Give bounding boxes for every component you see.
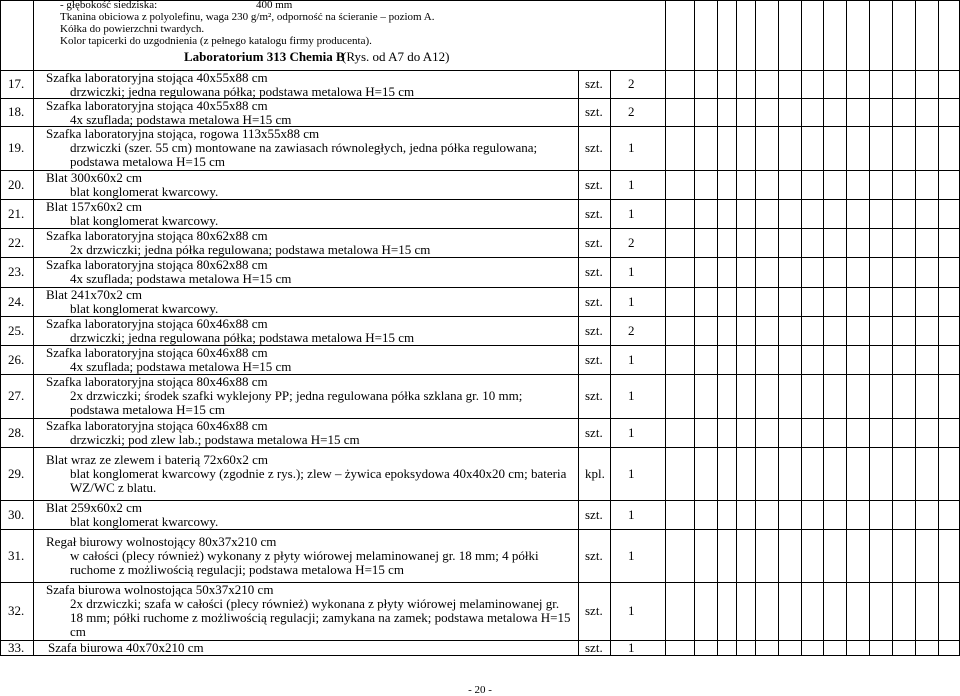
row-number: 25.: [8, 323, 25, 338]
row-qty: 1: [628, 294, 635, 309]
column-rule: [33, 0, 34, 70]
row-description-line: Blat 300x60x2 cm: [46, 170, 143, 185]
spec-color: Kolor tapicerki do uzgodnienia (z pełnego katalogu firmy producenta).: [60, 35, 372, 47]
row-qty: 1: [628, 352, 635, 367]
column-rule: [938, 0, 939, 655]
row-number: 33.: [8, 640, 25, 655]
row-qty: 1: [628, 206, 635, 221]
row-unit: szt.: [585, 177, 603, 192]
column-rule: [33, 70, 34, 655]
section-ref: (Rys. od A7 do A12): [342, 49, 450, 64]
row-number: 28.: [8, 425, 25, 440]
row-number: 24.: [8, 294, 25, 309]
row-unit: szt.: [585, 235, 603, 250]
row-description-line: 2x drzwiczki; jedna półka regulowana; podstawa metalowa H=15 cm: [70, 242, 431, 257]
row-qty: 2: [628, 76, 635, 91]
row-qty: 1: [628, 264, 635, 279]
row-number: 26.: [8, 352, 25, 367]
row-description-line: 4x szuflada; podstawa metalowa H=15 cm: [70, 271, 292, 286]
row-rule: [0, 287, 960, 288]
row-qty: 2: [628, 235, 635, 250]
row-description-line: Szafka laboratoryjna stojąca 80x62x88 cm: [46, 228, 268, 243]
row-unit: szt.: [585, 640, 603, 655]
row-description-line: Blat wraz ze zlewem i baterią 72x60x2 cm: [46, 452, 268, 467]
row-description-line: drzwiczki; pod zlew lab.; podstawa metalowa H=15 cm: [70, 432, 360, 447]
row-qty: 2: [628, 323, 635, 338]
row-unit: szt.: [585, 425, 603, 440]
column-rule: [610, 70, 611, 655]
row-unit: szt.: [585, 206, 603, 221]
column-rule: [717, 0, 718, 655]
column-rule: [846, 0, 847, 655]
row-number: 23.: [8, 264, 25, 279]
row-description-line: blat konglomerat kwarcowy (zgodnie z rys.); zlew – żywica epoksydowa 40x40x20 cm; bateria: [70, 466, 567, 481]
row-description-line: podstawa metalowa H=15 cm: [70, 154, 225, 169]
row-unit: szt.: [585, 264, 603, 279]
row-description-line: drzwiczki; jedna regulowana półka; podstawa metalowa H=15 cm: [70, 330, 415, 345]
column-rule: [915, 0, 916, 655]
row-description-line: ruchome z możliwością regulacji; podstawa metalowa H=15 cm: [70, 562, 405, 577]
spec-depth-value: 400 mm: [256, 0, 293, 11]
row-number: 19.: [8, 140, 25, 155]
row-unit: szt.: [585, 140, 603, 155]
row-description-line: podstawa metalowa H=15 cm: [70, 402, 225, 417]
column-rule: [0, 0, 1, 655]
row-number: 20.: [8, 177, 25, 192]
row-unit: szt.: [585, 104, 603, 119]
row-description-line: Szafka laboratoryjna stojąca 80x62x88 cm: [46, 257, 268, 272]
row-description-line: 18 mm; półki ruchome z możliwością regulacji; zamykana na zamek; podstawa metalowa H=15: [70, 610, 571, 625]
row-unit: szt.: [585, 548, 603, 563]
row-qty: 1: [628, 603, 635, 618]
spec-fabric: Tkanina obiciowa z polyolefinu, waga 230 g/m², odporność na ścieranie – poziom A.: [60, 11, 435, 23]
row-rule: [0, 199, 960, 200]
row-description-line: blat konglomerat kwarcowy.: [70, 514, 219, 529]
row-description-line: Szafka laboratoryjna stojąca, rogowa 113x55x88 cm: [46, 126, 320, 141]
row-rule: [0, 655, 960, 656]
row-qty: 1: [628, 466, 635, 481]
row-description-line: 4x szuflada; podstawa metalowa H=15 cm: [70, 359, 292, 374]
row-description-line: drzwiczki; jedna regulowana półka; podstawa metalowa H=15 cm: [70, 84, 415, 99]
row-description-line: 4x szuflada; podstawa metalowa H=15 cm: [70, 112, 292, 127]
column-rule: [801, 0, 802, 655]
column-rule: [578, 70, 579, 655]
column-rule: [694, 0, 695, 655]
row-description-line: Blat 259x60x2 cm: [46, 500, 143, 515]
row-description-line: Blat 157x60x2 cm: [46, 199, 143, 214]
spec-depth-label: - głębokość siedziska:: [60, 0, 158, 11]
section-title: Laboratorium 313 Chemia B: [184, 49, 345, 64]
row-unit: kpl.: [585, 466, 605, 481]
row-description-line: Szafa biurowa 40x70x210 cm: [48, 640, 204, 655]
row-description-line: Regał biurowy wolnostojący 80x37x210 cm: [46, 534, 277, 549]
row-number: 32.: [8, 603, 25, 618]
row-number: 22.: [8, 235, 25, 250]
column-rule: [823, 0, 824, 655]
row-unit: szt.: [585, 507, 603, 522]
row-description-line: w całości (plecy również) wykonany z płyty wiórowej melaminowanej gr. 18 mm; 4 półki: [70, 548, 539, 563]
row-description-line: WZ/WC z blatu.: [70, 480, 157, 495]
row-description-line: 2x drzwiczki; środek szafki wyklejony PP; jedna regulowana półka szklana gr. 10 mm;: [70, 388, 523, 403]
column-rule: [778, 0, 779, 655]
row-qty: 1: [628, 425, 635, 440]
column-rule: [736, 0, 737, 655]
row-number: 27.: [8, 388, 25, 403]
row-description-line: blat konglomerat kwarcowy.: [70, 184, 219, 199]
row-unit: szt.: [585, 76, 603, 91]
row-description-line: blat konglomerat kwarcowy.: [70, 301, 219, 316]
row-description-line: drzwiczki (szer. 55 cm) montowane na zawiasach równoległych, jedna półka regulowana;: [70, 140, 538, 155]
column-rule: [892, 0, 893, 655]
row-description-line: Szafka laboratoryjna stojąca 60x46x88 cm: [46, 345, 268, 360]
row-unit: szt.: [585, 603, 603, 618]
row-qty: 1: [628, 507, 635, 522]
row-description-line: blat konglomerat kwarcowy.: [70, 213, 219, 228]
row-description-line: Szafa biurowa wolnostojąca 50x37x210 cm: [46, 582, 274, 597]
spec-casters: Kółka do powierzchni twardych.: [60, 23, 205, 35]
row-qty: 1: [628, 548, 635, 563]
row-description-line: cm: [70, 624, 86, 639]
row-number: 31.: [8, 548, 25, 563]
row-description-line: Szafka laboratoryjna stojąca 40x55x88 cm: [46, 98, 268, 113]
row-description-line: Szafka laboratoryjna stojąca 40x55x88 cm: [46, 70, 268, 85]
row-number: 21.: [8, 206, 25, 221]
row-qty: 1: [628, 640, 635, 655]
row-description-line: Szafka laboratoryjna stojąca 60x46x88 cm: [46, 316, 268, 331]
row-unit: szt.: [585, 388, 603, 403]
row-rule: [0, 529, 960, 530]
page-number: - 20 -: [468, 684, 492, 696]
row-qty: 1: [628, 177, 635, 192]
row-rule: [0, 500, 960, 501]
column-rule: [665, 0, 666, 655]
row-description-line: Blat 241x70x2 cm: [46, 287, 143, 302]
column-rule: [869, 0, 870, 655]
row-rule: [0, 170, 960, 171]
row-qty: 1: [628, 388, 635, 403]
row-number: 18.: [8, 104, 25, 119]
row-number: 29.: [8, 466, 25, 481]
row-unit: szt.: [585, 294, 603, 309]
row-number: 30.: [8, 507, 25, 522]
row-unit: szt.: [585, 323, 603, 338]
row-description-line: Szafka laboratoryjna stojąca 80x46x88 cm: [46, 374, 268, 389]
row-rule: [0, 447, 960, 448]
column-rule: [755, 0, 756, 655]
row-qty: 1: [628, 140, 635, 155]
row-qty: 2: [628, 104, 635, 119]
row-description-line: Szafka laboratoryjna stojąca 60x46x88 cm: [46, 418, 268, 433]
row-description-line: 2x drzwiczki; szafa w całości (plecy również) wykonana z płyty wiórowej melaminowanej gr.: [70, 596, 560, 611]
row-unit: szt.: [585, 352, 603, 367]
row-number: 17.: [8, 76, 25, 91]
